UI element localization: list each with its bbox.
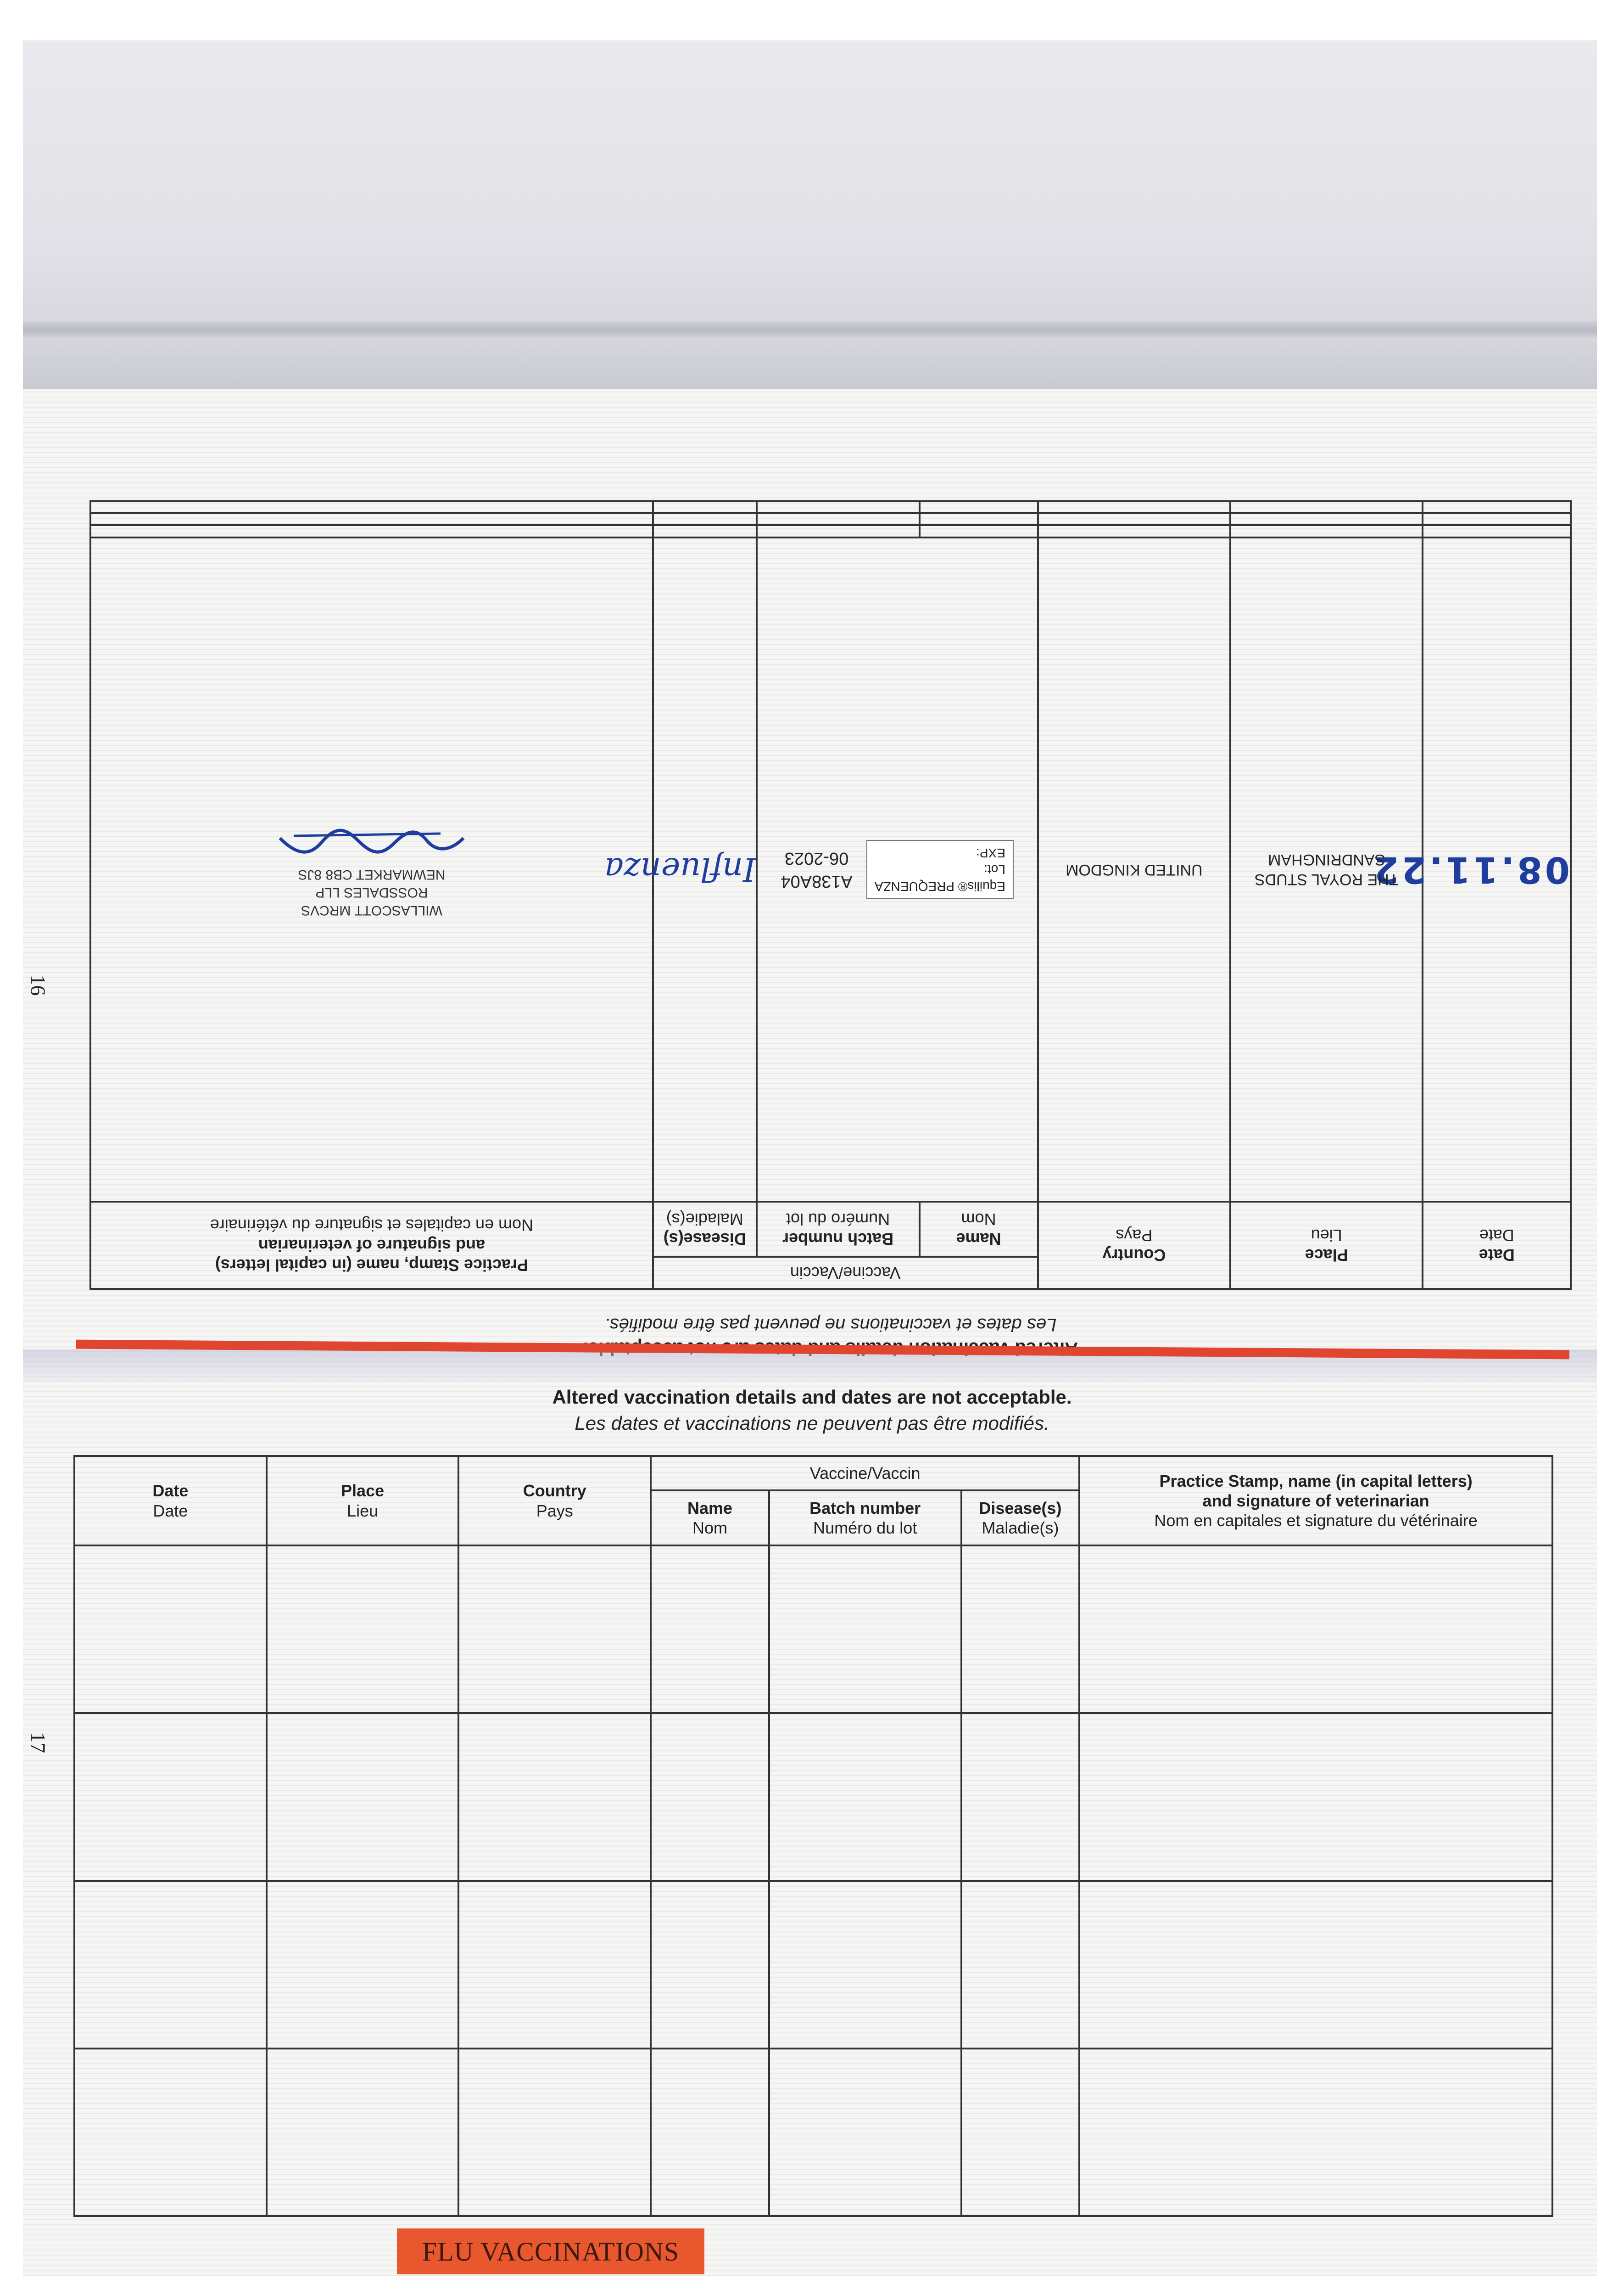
place-stamp: THE ROYAL STUDS SANDRINGHAM	[1254, 851, 1399, 888]
vaccination-table-page-16	[89, 500, 1572, 1335]
table-row	[90, 537, 1571, 1202]
header-disease: Disease(s) Maladie(s)	[961, 1490, 1080, 1545]
batch-number: A138A04 06-2023	[781, 849, 853, 891]
table-row	[90, 525, 1571, 537]
vaccine-sticker: Equilis® PREQUENZA Lot: EXP:	[866, 840, 1014, 899]
altered-notice-en-17: Altered vaccination details and dates are not acceptable.	[552, 1386, 1072, 1408]
cell-disease	[604, 537, 757, 1202]
plastic-sleeve-edge	[23, 321, 1597, 340]
table-row	[74, 1713, 1552, 1881]
table-row	[74, 1881, 1552, 2049]
header-country: Country Pays	[1038, 1202, 1230, 1289]
handwritten-date: 08.11.22	[1371, 849, 1570, 890]
cell-date	[1371, 537, 1571, 1202]
cell-practice	[90, 537, 653, 1202]
vet-signature	[275, 820, 468, 861]
cell-place	[1230, 537, 1423, 1202]
header-practice: Practice Stamp, name (in capital letters) and signature of veterinarian Nom en capitales et signature du vétérinaire	[1079, 1456, 1552, 1545]
table-row	[74, 1545, 1552, 1713]
table-row	[74, 2049, 1552, 2216]
table-row	[90, 513, 1571, 525]
cell-vaccine-label	[757, 537, 1038, 1202]
header-date: Date Date	[74, 1456, 267, 1545]
header-name: Name Nom	[920, 1202, 1038, 1257]
handwritten-disease: Influenza	[604, 851, 756, 889]
altered-notice-fr-17: Les dates et vaccinations ne peuvent pas être modifiés.	[575, 1412, 1049, 1434]
page-number-17: 17	[26, 1732, 50, 1753]
header-batch: Batch number Numéro du lot	[757, 1202, 920, 1257]
country-stamp: UNITED KINGDOM	[1066, 861, 1203, 879]
header-vaccine: Vaccine/Vaccin	[653, 1257, 1038, 1289]
header-place: Place Lieu	[267, 1456, 459, 1545]
header-date: Date Date	[1423, 1202, 1571, 1289]
table-row	[90, 501, 1571, 513]
header-batch: Batch number Numéro du lot	[769, 1490, 961, 1545]
flu-vaccinations-tab: FLU VACCINATIONS	[397, 2228, 704, 2274]
cell-country	[1038, 537, 1230, 1202]
vaccination-grid-17	[73, 1455, 1553, 2217]
header-name: Name Nom	[651, 1490, 769, 1545]
header-place: Place Lieu	[1230, 1202, 1423, 1289]
vet-stamp: WILLASCOTT MRCVS ROSSDALES LLP NEWMARKET CB8 8JS	[298, 867, 446, 918]
header-disease: Disease(s) Maladie(s)	[653, 1202, 757, 1257]
page-number-16: 16	[26, 974, 50, 996]
header-practice: Practice Stamp, name (in capital letters) and signature of veterinarian Nom en capitales et signature du vétérinaire	[90, 1202, 653, 1289]
vaccination-grid-16	[89, 500, 1572, 1290]
vaccination-table-page-17	[73, 1455, 1553, 2217]
header-vaccine: Vaccine/Vaccin	[651, 1456, 1079, 1490]
header-country: Country Pays	[458, 1456, 651, 1545]
altered-notice-fr-16: Les dates et vaccinations ne peuvent pas être modifiés.	[604, 1315, 1057, 1335]
